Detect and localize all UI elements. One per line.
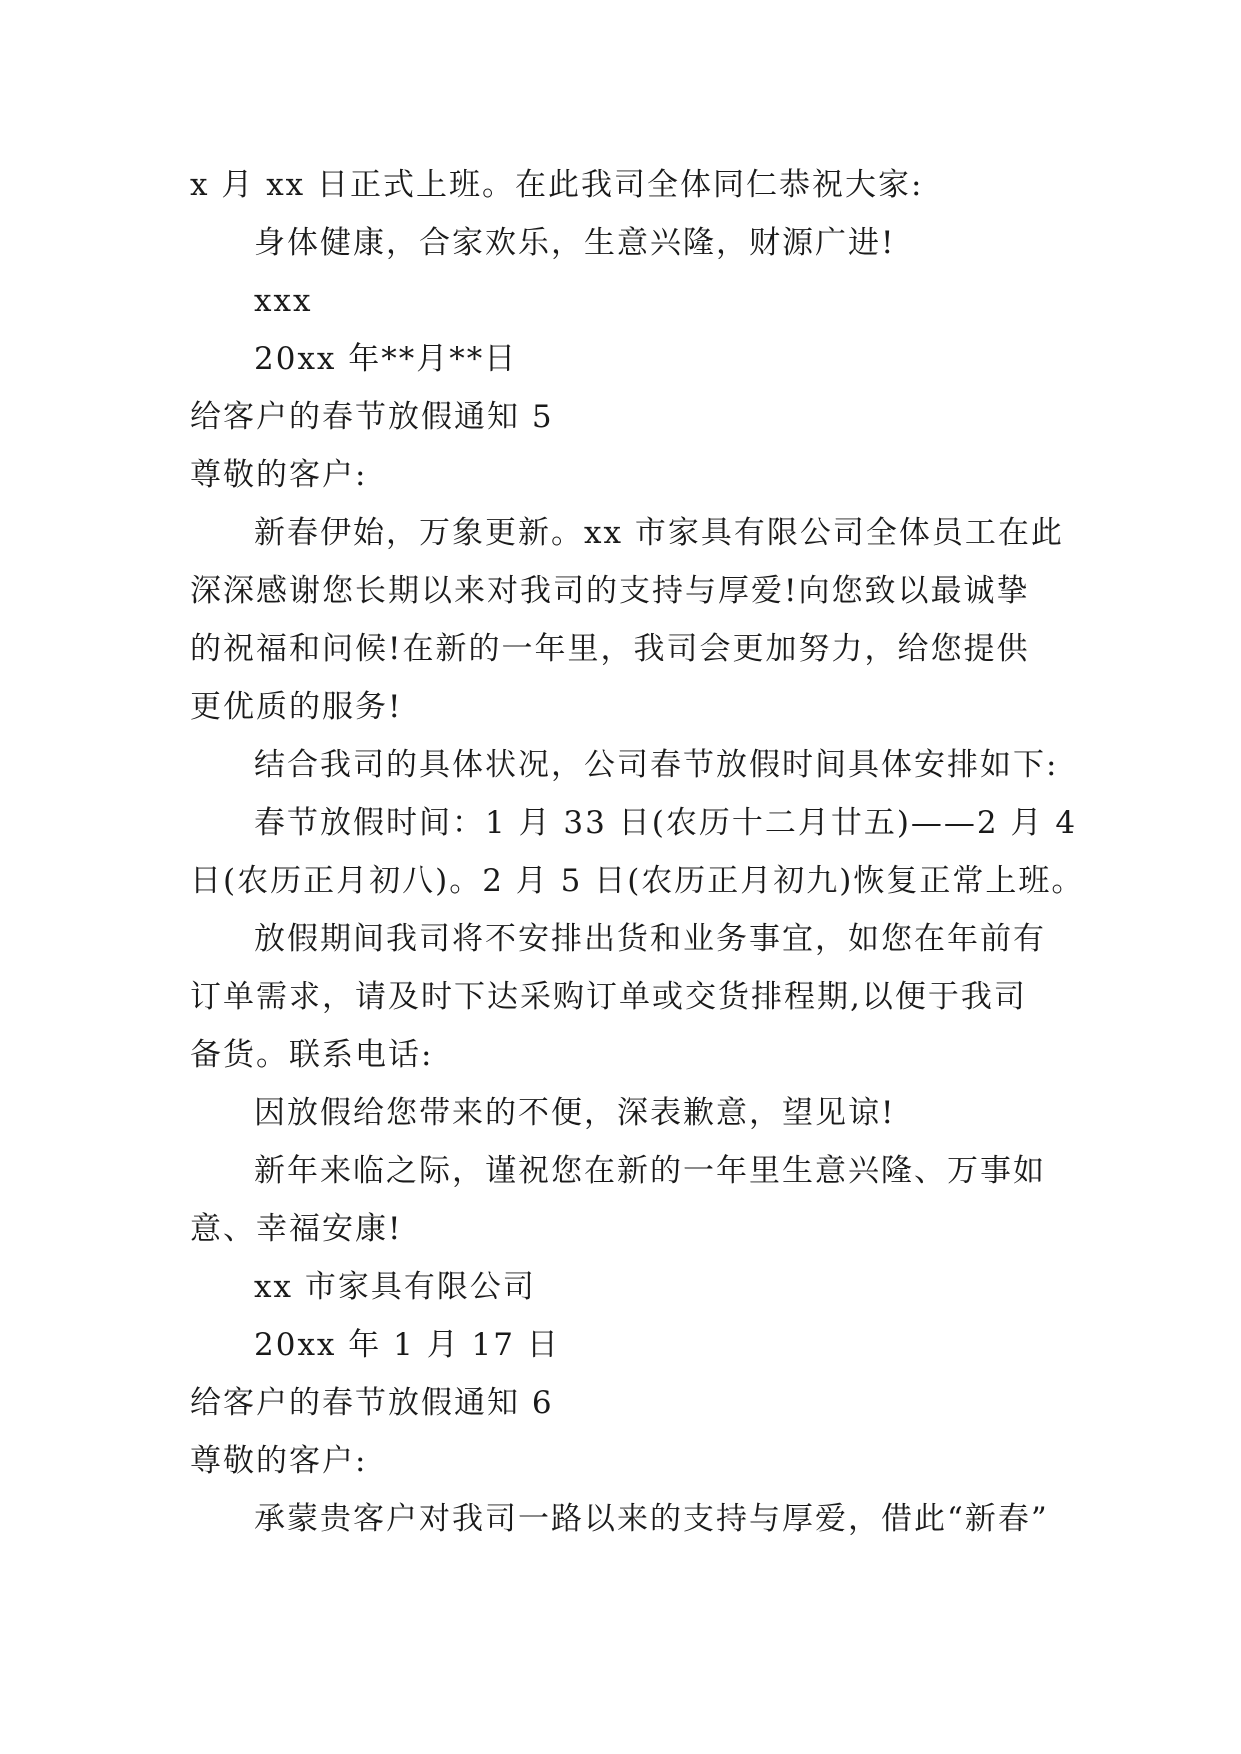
text-line: 身体健康，合家欢乐，生意兴隆，财源广进!	[254, 225, 896, 261]
signature-company: xx 市家具有限公司	[254, 1269, 536, 1305]
section-heading: 给客户的春节放假通知 5	[190, 399, 554, 435]
salutation: 尊敬的客户:	[190, 457, 368, 493]
section-heading: 给客户的春节放假通知 6	[190, 1385, 554, 1421]
text-line: 意、幸福安康!	[190, 1211, 403, 1247]
text-line: 承蒙贵客户对我司一路以来的支持与厚爱，借此“新春”	[254, 1501, 1049, 1537]
text-line: 更优质的服务!	[190, 689, 403, 725]
text-line: xxx	[254, 283, 313, 319]
text-line: x 月 xx 日正式上班。在此我司全体同仁恭祝大家:	[190, 167, 924, 203]
signature-date: 20xx 年 1 月 17 日	[254, 1327, 560, 1363]
text-line: 结合我司的具体状况，公司春节放假时间具体安排如下:	[254, 747, 1059, 783]
text-line: 春节放假时间：1 月 33 日(农历十二月廿五)——2 月 4	[254, 805, 1078, 841]
text-line: 深深感谢您长期以来对我司的支持与厚爱!向您致以最诚挚	[190, 573, 1030, 609]
text-line: 因放假给您带来的不便，深表歉意，望见谅!	[254, 1095, 896, 1131]
text-line: 备货。联系电话:	[190, 1037, 434, 1073]
text-line: 新春伊始，万象更新。xx 市家具有限公司全体员工在此	[254, 515, 1064, 551]
text-line: 放假期间我司将不安排出货和业务事宜，如您在年前有	[254, 921, 1046, 957]
text-line: 新年来临之际，谨祝您在新的一年里生意兴隆、万事如	[254, 1153, 1046, 1189]
text-line: 的祝福和问候!在新的一年里，我司会更加努力，给您提供	[190, 631, 1030, 667]
text-line: 订单需求，请及时下达采购订单或交货排程期,以便于我司	[190, 979, 1027, 1015]
salutation: 尊敬的客户:	[190, 1443, 368, 1479]
text-line: 20xx 年**月**日	[254, 341, 518, 377]
text-line: 日(农历正月初八)。2 月 5 日(农历正月初九)恢复正常上班。	[190, 863, 1085, 899]
